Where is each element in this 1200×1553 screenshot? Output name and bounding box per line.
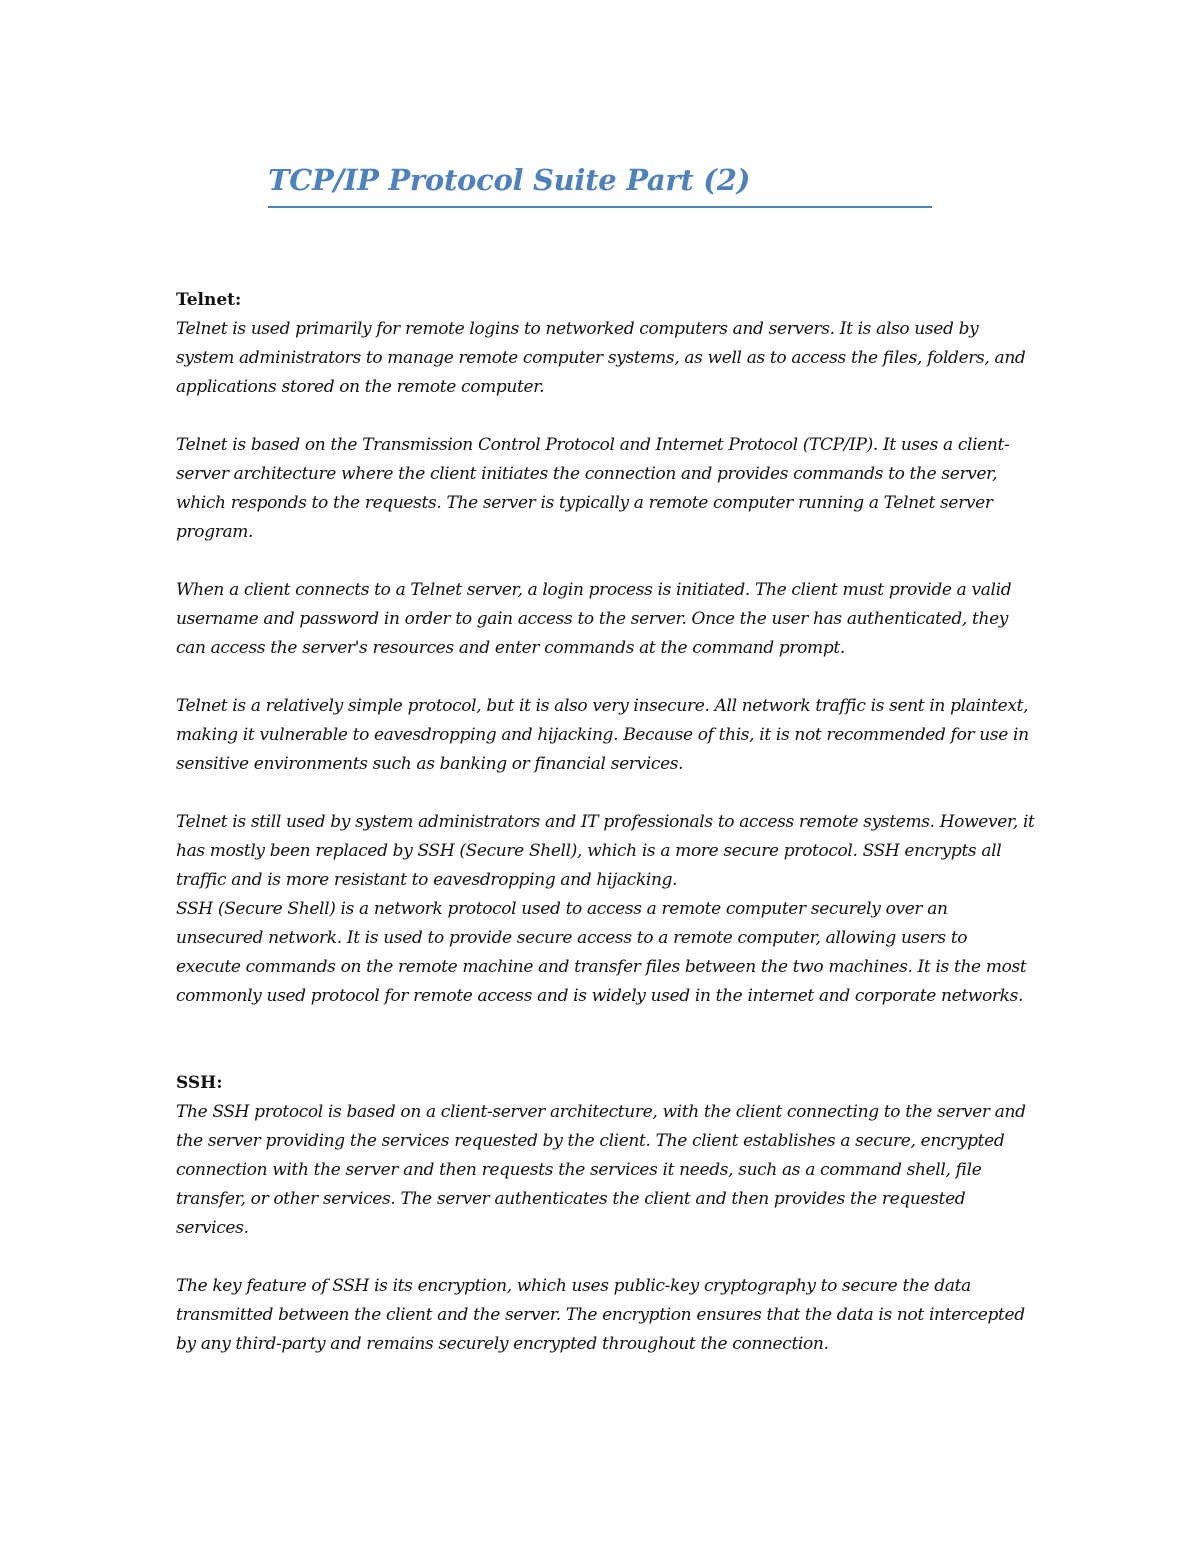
ssh-paragraph-2: The key feature of SSH is its encryption, which uses public-key cryptography to secure the data transmitted between the client and the server. The encryption ensures that the data is not intercepted by any third-party and remains securely encrypted throughout the connection.	[176, 1276, 1025, 1354]
telnet-paragraph-1: Telnet is used primarily for remote logins to networked computers and servers. It is also used by system administrators to manage remote computer systems, as well as to access the files, folders, and applications stored on the remote computer.	[176, 319, 1026, 397]
telnet-paragraph-4: Telnet is a relatively simple protocol, but it is also very insecure. All network traffic is sent in plaintext, making it vulnerable to eavesdropping and hijacking. Because of this, it is not recommended for use in sensitive environments such as banking or financial services.	[176, 696, 1029, 774]
section-heading-ssh: SSH:	[176, 1073, 223, 1093]
title-block	[268, 160, 932, 208]
page-title: TCP/IP Protocol Suite Part (2)	[268, 163, 751, 197]
telnet-paragraph-5: Telnet is still used by system administrators and IT professionals to access remote systems. However, it has mostly been replaced by SSH (Secure Shell), which is a more secure protocol. SSH encrypts all traffic and is more resistant to eavesdropping and hijacking.	[176, 812, 1035, 890]
telnet-paragraph-2: Telnet is based on the Transmission Control Protocol and Internet Protocol (TCP/IP). It uses a client-server architecture where the client initiates the connection and provides commands to the server, which responds to the requests. The server is typically a remote computer running a Telnet server program.	[176, 435, 1010, 542]
telnet-paragraph-3: When a client connects to a Telnet server, a login process is initiated. The client must provide a valid username and password in order to gain access to the server. Once the user has authenticated, they can access the server's resources and enter commands at the command prompt.	[176, 580, 1012, 658]
telnet-paragraph-6: SSH (Secure Shell) is a network protocol used to access a remote computer securely over an unsecured network. It is used to provide secure access to a remote computer, allowing users to execute commands on the remote machine and transfer files between the two machines. It is the most commonly used protocol for remote access and is widely used in the internet and corporate networks.	[176, 899, 1027, 1006]
ssh-paragraph-1: The SSH protocol is based on a client-server architecture, with the client connecting to the server and the server providing the services requested by the client. The client establishes a secure, encrypted connection with the server and then requests the services it needs, such as a command shell, file transfer, or other services. The server authenticates the client and then provides the requested services.	[176, 1102, 1026, 1238]
document-body	[176, 286, 1036, 1359]
section-heading-telnet: Telnet:	[176, 290, 242, 310]
